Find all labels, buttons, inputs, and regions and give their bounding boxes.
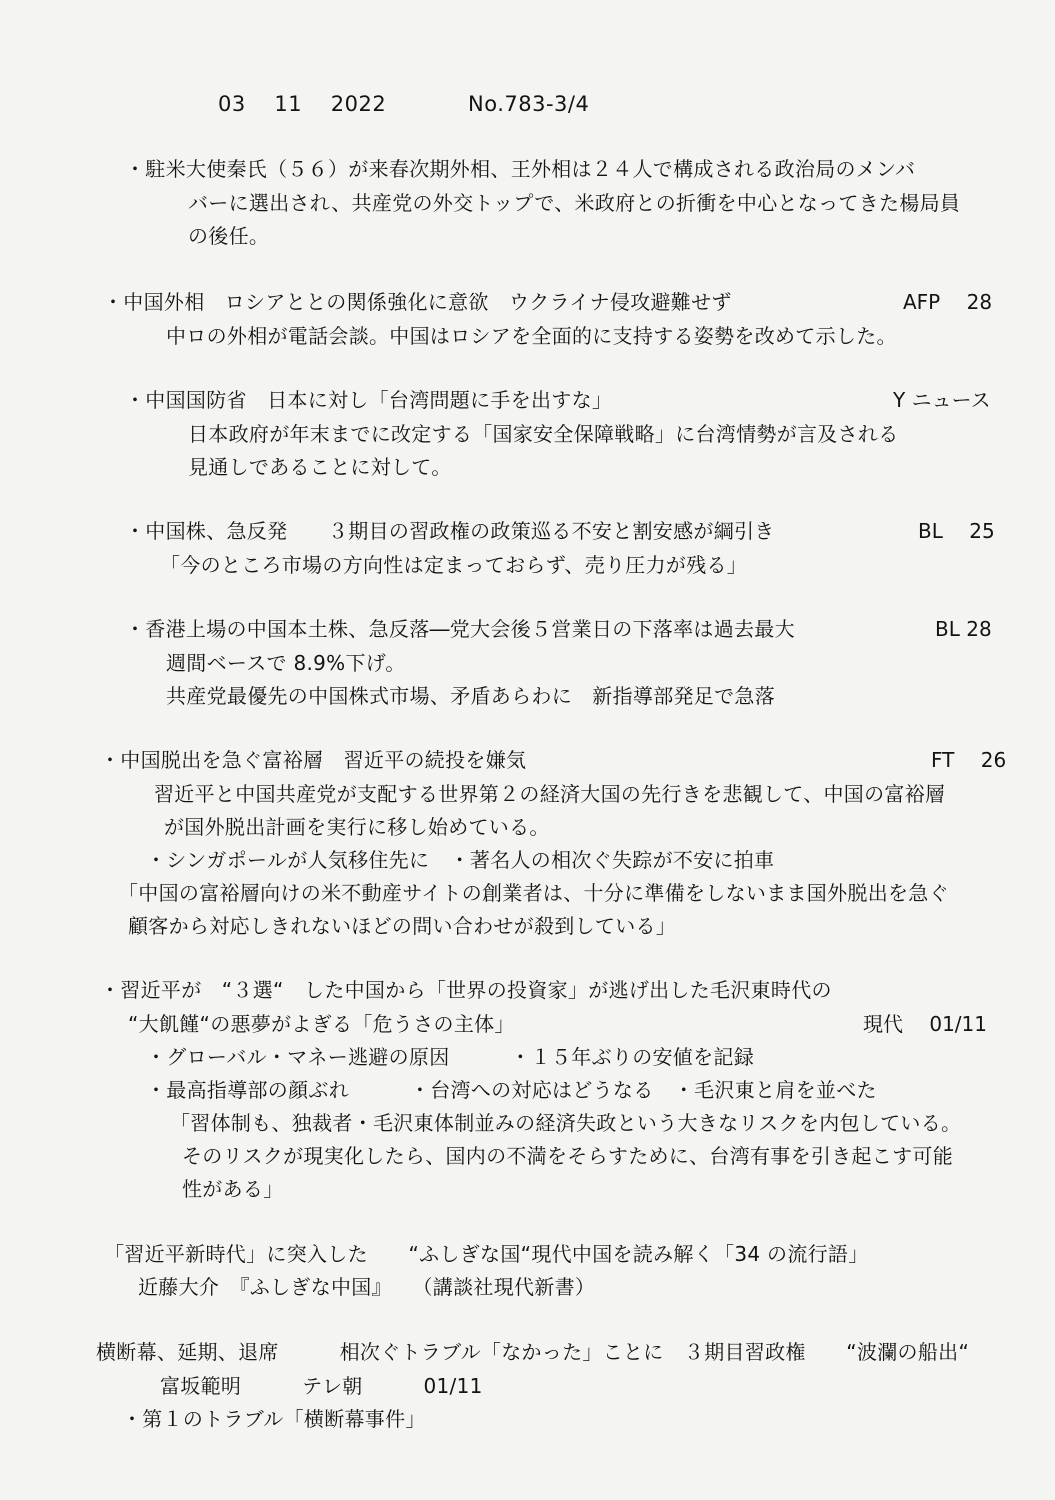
- item-3-title: ・中国国防省 日本に対し「台湾問題に手を出すな」: [125, 388, 613, 412]
- item-7-line-5: 性がある」: [182, 1177, 284, 1201]
- item-6-line-1: 習近平と中国共産党が支配する世界第２の経済大国の先行きを悲観して、中国の富裕層: [154, 782, 946, 806]
- item-1-line-1: ・駐米大使秦氏（５６）が来春次期外相、王外相は２４人で構成される政治局のメンバ: [125, 157, 916, 181]
- item-3-source: Y ニュース: [893, 388, 991, 412]
- item-6-line-5: 顧客から対応しきれないほどの問い合わせが殺到している」: [128, 914, 677, 938]
- item-5-line-2: 共産党最優先の中国株式市場、矛盾あらわに 新指導部発足で急落: [166, 684, 775, 708]
- item-8-line-1: 「習近平新時代」に突入した “ふしぎな国“現代中国を読み解く「34 の流行語」: [104, 1242, 869, 1266]
- item-5-source: BL 28: [935, 617, 992, 641]
- item-9-line-3: ・第１のトラブル「横断幕事件」: [122, 1407, 426, 1431]
- item-2-title: ・中国外相 ロシアととの関係強化に意欲 ウクライナ侵攻避難せず: [103, 290, 732, 314]
- item-6-source: FT 26: [931, 748, 1007, 772]
- item-7-line-2: ・最高指導部の顔ぶれ ・台湾への対応はどうなる ・毛沢東と肩を並べた: [146, 1078, 877, 1102]
- item-7-source: 現代 01/11: [863, 1012, 987, 1036]
- item-1-line-3: の後任。: [188, 224, 270, 248]
- item-2-line-1: 中ロの外相が電話会談。中国はロシアを全面的に支持する姿勢を改めて示した。: [166, 324, 897, 348]
- item-8-line-2: 近藤大介 『ふしぎな中国』 （講談社現代新書）: [138, 1275, 596, 1299]
- item-3-line-1: 日本政府が年末までに改定する「国家安全保障戦略」に台湾情勢が言及される: [188, 422, 899, 446]
- item-4-title: ・中国株、急反発 ３期目の習政権の政策巡る不安と割安感が綱引き: [125, 519, 775, 543]
- item-4-source: BL 25: [918, 519, 995, 543]
- item-7-title: ・習近平が “３選“ した中国から「世界の投資家」が逃げ出した毛沢東時代の: [100, 978, 832, 1002]
- item-6-line-3: ・シンガポールが人気移住先に ・著名人の相次ぐ失踪が不安に拍車: [146, 848, 775, 872]
- item-7-line-4: そのリスクが現実化したら、国内の不満をそらすために、台湾有事を引き起こす可能: [182, 1144, 953, 1168]
- document-date: 03 11 2022: [218, 92, 387, 116]
- item-6-line-2: が国外脱出計画を実行に移し始めている。: [164, 815, 550, 839]
- item-3-line-2: 見通しであることに対して。: [188, 455, 452, 479]
- item-4-line-1: 「今のところ市場の方向性は定まっておらず、売り圧力が残る」: [160, 553, 748, 577]
- item-9-line-2: 富坂範明 テレ朝 01/11: [160, 1374, 483, 1398]
- item-6-line-4: 「中国の富裕層向けの米不動産サイトの創業者は、十分に準備をしないまま国外脱出を急ぐ: [118, 881, 949, 905]
- item-7-line-1: ・グローバル・マネー逃避の原因 ・１５年ぶりの安値を記録: [146, 1045, 754, 1069]
- item-1-line-2: バーに選出され、共産党の外交トップで、米政府との折衝を中心となってきた楊局員: [188, 191, 961, 215]
- item-6-title: ・中国脱出を急ぐ富裕層 習近平の続投を嫌気: [100, 748, 527, 772]
- item-2-source: AFP 28: [903, 290, 993, 314]
- item-5-line-1: 週間ベースで 8.9%下げ。: [166, 651, 406, 675]
- item-5-title: ・香港上場の中国本土株、急反落―党大会後５営業日の下落率は過去最大: [125, 617, 795, 641]
- document-number: No.783-3/4: [468, 92, 590, 116]
- item-7-title-2: “大飢饉“の悪夢がよぎる「危うさの主体」: [128, 1012, 515, 1036]
- item-7-line-3: 「習体制も、独裁者・毛沢東体制並みの経済失政という大きなリスクを内包している。: [170, 1111, 962, 1135]
- item-9-line-1: 横断幕、延期、退席 相次ぐトラブル「なかった」ことに ３期目習政権 “波瀾の船出“: [96, 1340, 970, 1364]
